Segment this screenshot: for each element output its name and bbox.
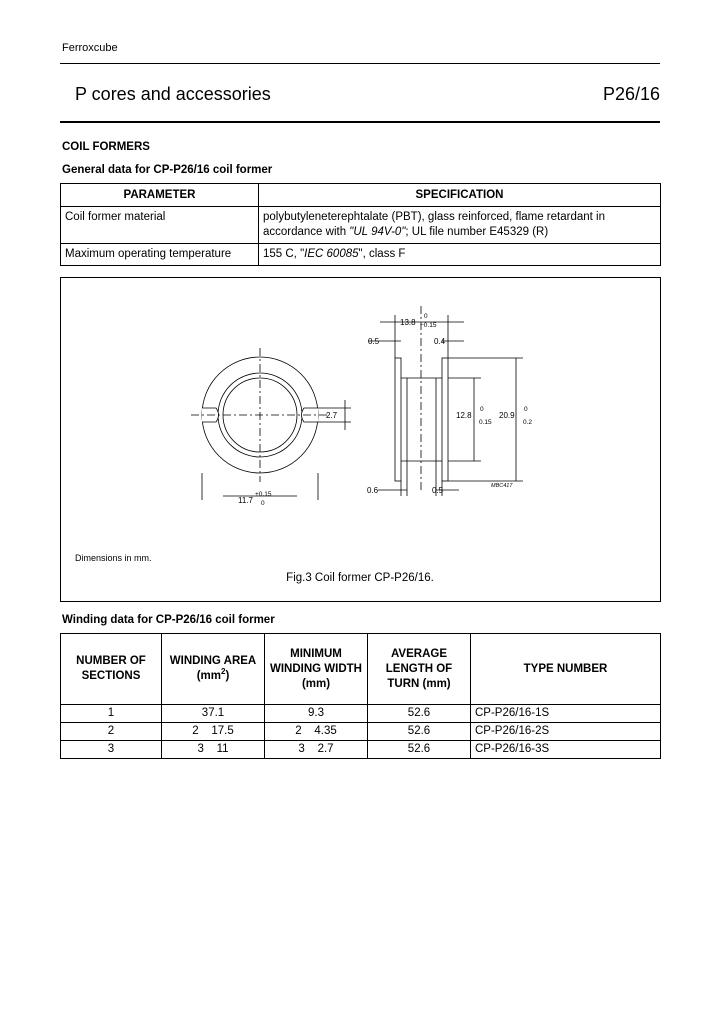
param-cell: Coil former material: [61, 207, 259, 244]
area-unit-close: ): [225, 670, 230, 682]
side-view: [368, 306, 523, 496]
spec-text-tail: ; UL file number E45329 (R): [405, 226, 549, 238]
spec-cell: [259, 207, 661, 244]
winding-table: [60, 633, 661, 759]
area-cell: 37.1: [162, 705, 265, 723]
page-title: P cores and accessories: [75, 84, 271, 104]
width-cell: 2 4.35: [265, 723, 368, 741]
area-cell: 3 11: [162, 741, 265, 759]
table-row: [61, 207, 661, 244]
dims-note: Dimensions in mm.: [75, 553, 152, 563]
spec-text-tail: ", class F: [358, 248, 406, 260]
length-cell: 52.6: [368, 741, 471, 759]
param-cell: Maximum operating temperature: [61, 244, 259, 266]
dim-right-flange: 0.4: [434, 337, 446, 346]
table-row: [61, 741, 661, 759]
header-rule-top: [60, 63, 660, 64]
col-area: [162, 634, 265, 705]
type-cell: CP-P26/16-2S: [471, 723, 661, 741]
spec-ul-ref: "UL 94V-0": [349, 226, 406, 238]
width-cell: 3 2.7: [265, 741, 368, 759]
dim-left-flange: 0.5: [368, 337, 380, 346]
col-type: TYPE NUMBER: [471, 634, 661, 705]
dim-inner-dia: 12.8: [456, 411, 472, 420]
spec-iec-ref: IEC 60085: [304, 248, 359, 260]
width-cell: 9.3: [265, 705, 368, 723]
table-row: [61, 244, 661, 266]
col-sections: NUMBER OF SECTIONS: [61, 634, 162, 705]
sections-cell: 1: [61, 705, 162, 723]
length-cell: 52.6: [368, 705, 471, 723]
sections-cell: 2: [61, 723, 162, 741]
part-number: P26/16: [602, 84, 660, 104]
col-parameter: PARAMETER: [61, 184, 259, 207]
spec-text: polybutyleneterephtalate (PBT), glass reinforced, flame retardant in accordance with: [263, 211, 605, 238]
dim-bottom-right: 0.5: [432, 486, 444, 495]
col-min-width: MINIMUM WINDING WIDTH (mm): [265, 634, 368, 705]
winding-header-row: [61, 634, 661, 705]
spec-cell: [259, 244, 661, 266]
table-row: [61, 705, 661, 723]
figure-caption: Fig.3 Coil former CP-P26/16.: [286, 572, 434, 584]
dim-outer-dia: 20.9: [499, 411, 515, 420]
dim-inner-tol-upper: 0: [480, 406, 484, 413]
dim-bottom-left: 0.6: [367, 486, 379, 495]
front-view: [191, 348, 351, 500]
spec-header-row: [61, 184, 661, 207]
col-avg-length: AVERAGE LENGTH OF TURN (mm): [368, 634, 471, 705]
type-cell: CP-P26/16-3S: [471, 741, 661, 759]
length-cell: 52.6: [368, 723, 471, 741]
dim-ring-tol-lower: 0: [261, 500, 265, 507]
winding-heading: Winding data for CP-P26/16 coil former: [62, 614, 275, 626]
section-heading: COIL FORMERS: [62, 141, 150, 153]
type-cell: CP-P26/16-1S: [471, 705, 661, 723]
dim-inner-tol-lower: 0.15: [479, 419, 492, 426]
area-unit: (mm: [196, 670, 221, 682]
dim-outer-tol-upper: 0: [524, 406, 528, 413]
col-specification: SPECIFICATION: [259, 184, 661, 207]
header-rule-bottom: [60, 121, 660, 123]
dim-top-width: 13.8: [400, 318, 416, 327]
dim-slot: 2.7: [326, 411, 338, 420]
dim-top-tol-upper: 0: [424, 313, 428, 320]
dim-top-tol-lower: −0.15: [420, 322, 437, 329]
spec-table: [60, 183, 661, 266]
dim-ring-width: 11.7: [238, 496, 253, 505]
brand-name: Ferroxcube: [62, 42, 118, 54]
spec-text: 155 C, ": [263, 248, 305, 260]
drawing-code: MBC417: [491, 483, 513, 489]
sections-cell: 3: [61, 741, 162, 759]
area-cell: 2 17.5: [162, 723, 265, 741]
general-data-heading: General data for CP-P26/16 coil former: [62, 164, 273, 176]
area-label: WINDING AREA: [169, 655, 257, 667]
table-row: [61, 723, 661, 741]
dim-ring-tol-upper: +0.15: [255, 491, 272, 498]
area-unit-sup: 2: [220, 667, 226, 677]
dim-outer-tol-lower: 0.2: [523, 419, 533, 426]
